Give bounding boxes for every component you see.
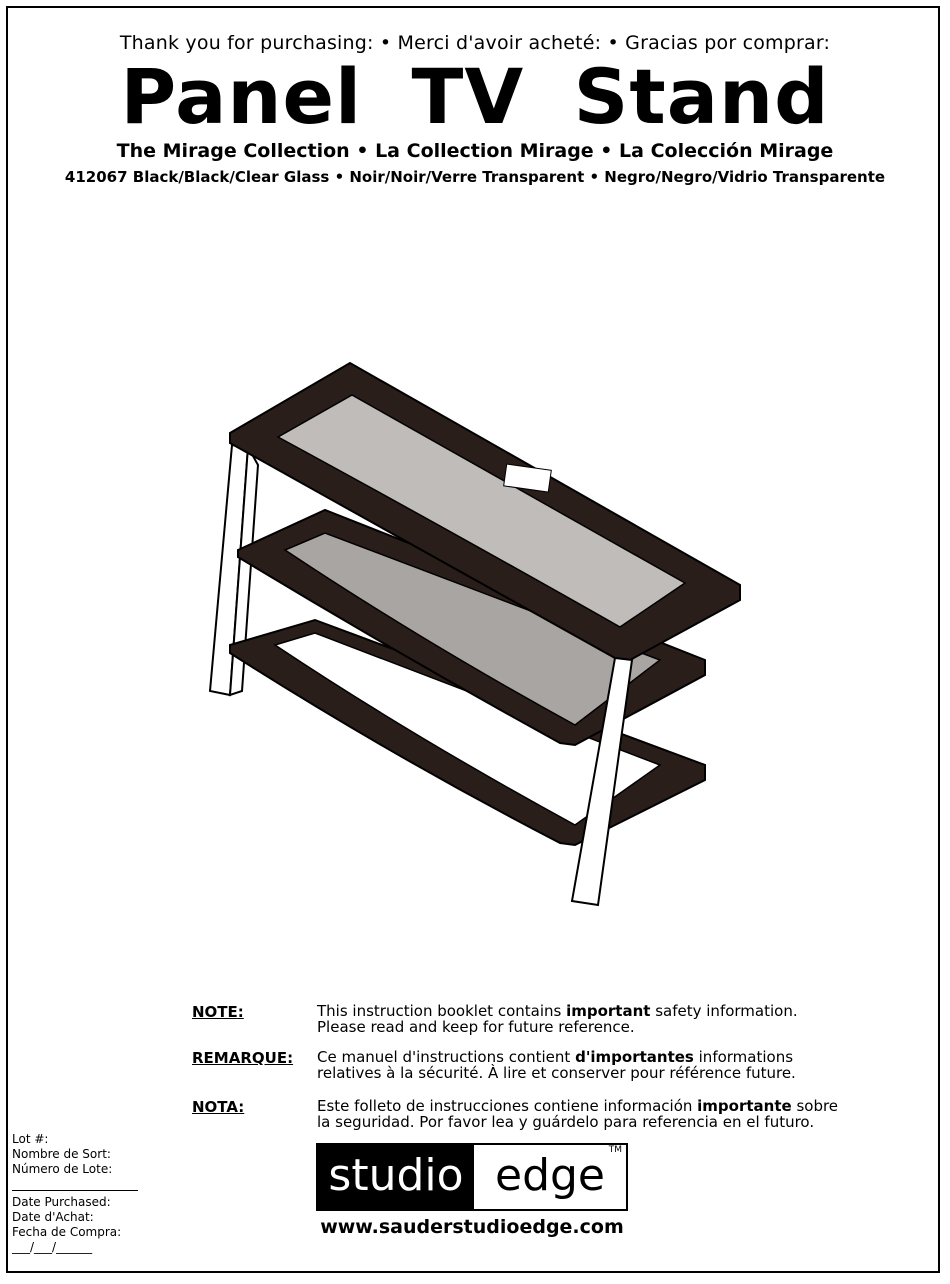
product-title: Panel TV Stand	[120, 52, 830, 141]
studio-edge-logo: studio edge TM	[316, 1143, 628, 1211]
note-text-en: This instruction booklet contains important safety information. Please read and keep for future reference.	[317, 1002, 798, 1036]
lot-number-line	[12, 1190, 138, 1191]
website-url[interactable]: www.sauderstudioedge.com	[320, 1216, 624, 1238]
tv-stand-illustration	[200, 355, 760, 915]
note-text-fr: Ce manuel d'instructions contient d'importantes informations relatives à la sécurité. À lire et conserver pour référence future.	[317, 1048, 796, 1082]
note-label-en: NOTE:	[192, 1003, 244, 1021]
thanks-line: Thank you for purchasing: • Merci d'avoir acheté: • Gracias por comprar:	[119, 32, 831, 54]
note-text-es: Este folleto de instrucciones contiene información importante sobre la seguridad. Por favor lea y guárdelo para referencia en el futuro.	[317, 1097, 839, 1131]
model-line: 412067 Black/Black/Clear Glass • Noir/Noir/Verre Transparent • Negro/Negro/Vidrio Transparente	[64, 168, 886, 186]
collection-line: The Mirage Collection • La Collection Mirage • La Colección Mirage	[116, 140, 834, 162]
note-label-es: NOTA:	[192, 1098, 245, 1116]
note-label-fr: REMARQUE:	[192, 1049, 294, 1067]
date-purchased-field: Date Purchased: Date d'Achat: Fecha de Compra: ___/___/______	[12, 1195, 122, 1254]
lot-number-field: Lot #: Nombre de Sort: Número de Lote:	[12, 1132, 113, 1176]
